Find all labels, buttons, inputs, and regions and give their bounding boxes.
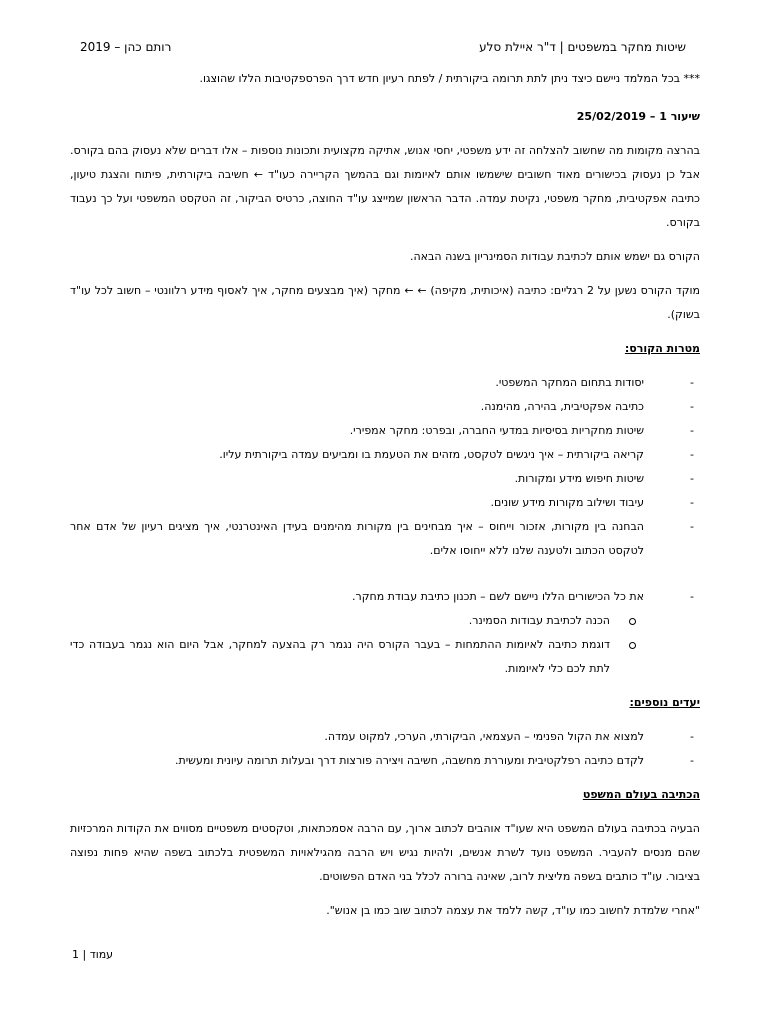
document-body: [70, 67, 700, 923]
goal-item: - שיטות חיפוש מידע ומקורות.: [70, 467, 644, 491]
extra-goals-heading: יעדים נוספים:: [629, 696, 700, 709]
extra-goal-item: - לקדם כתיבה רפלקטיבית ומעוררת מחשבה, חשיבה ויצירה פורצות דרך ובעלות תרומה עיונית ומעשית.: [70, 749, 644, 773]
goals-heading: מטרות הקורס:: [624, 342, 700, 355]
intro-note: *** בכל המלמד ניישם כיצד ניתן לתת תרומה ביקורתית / לפתח רעיון חדש דרך הפרספקטיבות הללו שהוצגו.: [199, 72, 700, 85]
extra-goal-item: - למצוא את הקול הפנימי – העצמאי, הביקורתי, הערכי, למקוט עמדה.: [70, 725, 644, 749]
paragraph-focus: מוקד הקורס נשען על 2 רגליים: כתיבה (איכותית, מקיפה) ← ← מחקר (איך מבצעים מחקר, איך לאסוף מידע רלוונטי – חשוב לכל עו"ד בשוק).: [70, 284, 700, 321]
apply-list: [70, 585, 700, 681]
legal-writing-paragraph: הבעיה בכתיבה בעולם המשפט היא שעו"ד אוהבים לכתוב ארוך, עם הרבה אסמכתאות, וטקסטים משפטיים מסווים את הקודות המרכזיות שהם מנסים להעביר. המשפט נועד לשרת אנשים, ולהיות נגיש ויש הרבה מהגילאויות המשפטית בלכתוב בשפה שהיא פחות נפוצה בציבור. עו"ד כותבים בשפה מליצית לרוב, שאינה ברורה לכלל בני האדם הפשוטים.: [70, 822, 700, 883]
goal-item: - עיבוד ושילוב מקורות מידע שונים.: [70, 491, 644, 515]
extra-goals-list: [70, 725, 700, 773]
goals-list: [70, 371, 700, 563]
apply-item-text: את כל הכישורים הללו ניישם לשם – תכנון כתיבת עבודת מחקר.: [352, 590, 644, 603]
apply-sub-item: דוגמת כתיבה לאיומות ההתמחות – בעבר הקורס היה נגמר רק בהצעה למחקר, אבל היום הוא נגמר בעבודה כדי לתת לכם כלי לאיומות.: [70, 633, 610, 681]
header-author: רותם כהן – 2019: [80, 40, 172, 54]
page-number: עמוד | 1: [72, 948, 114, 961]
goal-item: - הבחנה בין מקורות, אזכור וייחוס – איך מבחינים בין מקורות מהימנים בעידן האינטרנטי, איך מציגים רעיון של אדם אחר לטקסט הכתוב ולטענה שלנו ללא ייחוסו אלים.: [70, 515, 644, 563]
paragraph-seminar: הקורס גם ישמש אותם לכתיבת עבודות הסמינריון בשנה הבאה.: [409, 250, 700, 263]
legal-writing-heading: הכתיבה בעולם המשפט: [582, 788, 700, 801]
legal-writing-quote: "אחרי שלמדת לחשוב כמו עו"ד, קשה ללמד את עצמה לכתוב שוב כמו בן אנוש".: [326, 904, 700, 917]
header-title: שיטות מחקר במשפטים | ד"ר איילת סלע: [479, 40, 686, 54]
apply-item: [70, 585, 644, 681]
goal-item: - יסודות בתחום המחקר המשפטי.: [70, 371, 644, 395]
paragraph-intro: בהרצה מקומות מה שחשוב להצלחה זה ידע משפטי, יחסי אנוש, אתיקה מקצועית ותכונות נוספות – אלו דברים שלא נעסוק בהם בקורס. אבל כן נעסוק בכישורים מאוד חשובים שישמשו אותם לאיומות וגם בהמשך הקריירה כעו"ד ← חשיבה ביקורתית, פיתוח והצגת טיעון, כתיבה אפקטיבית, מחקר משפטי, נקיטת עמדה. הדבר הראשון שמייצג עו"ד החוצה, כרטיס הביקור, זה הטקסט המשפטי ועל כך נעבוד בקורס.: [70, 144, 700, 229]
goal-item: - שיטות מחקריות בסיסיות במדעי החברה, ובפרט: מחקר אמפירי.: [70, 419, 644, 443]
goal-item: - כתיבה אפקטיבית, בהירה, מהימנה.: [70, 395, 644, 419]
apply-sublist: [70, 609, 644, 681]
goal-item: - קריאה ביקורתית – איך ניגשים לטקסט, מזהים את הטעמת בו ומביעים עמדה ביקורתית עליו.: [70, 443, 644, 467]
apply-sub-item: הכנה לכתיבת עבודות הסמינר.: [70, 609, 610, 633]
page-header: [80, 40, 686, 60]
lesson-title: שיעור 1 – 25/02/2019: [576, 110, 700, 123]
